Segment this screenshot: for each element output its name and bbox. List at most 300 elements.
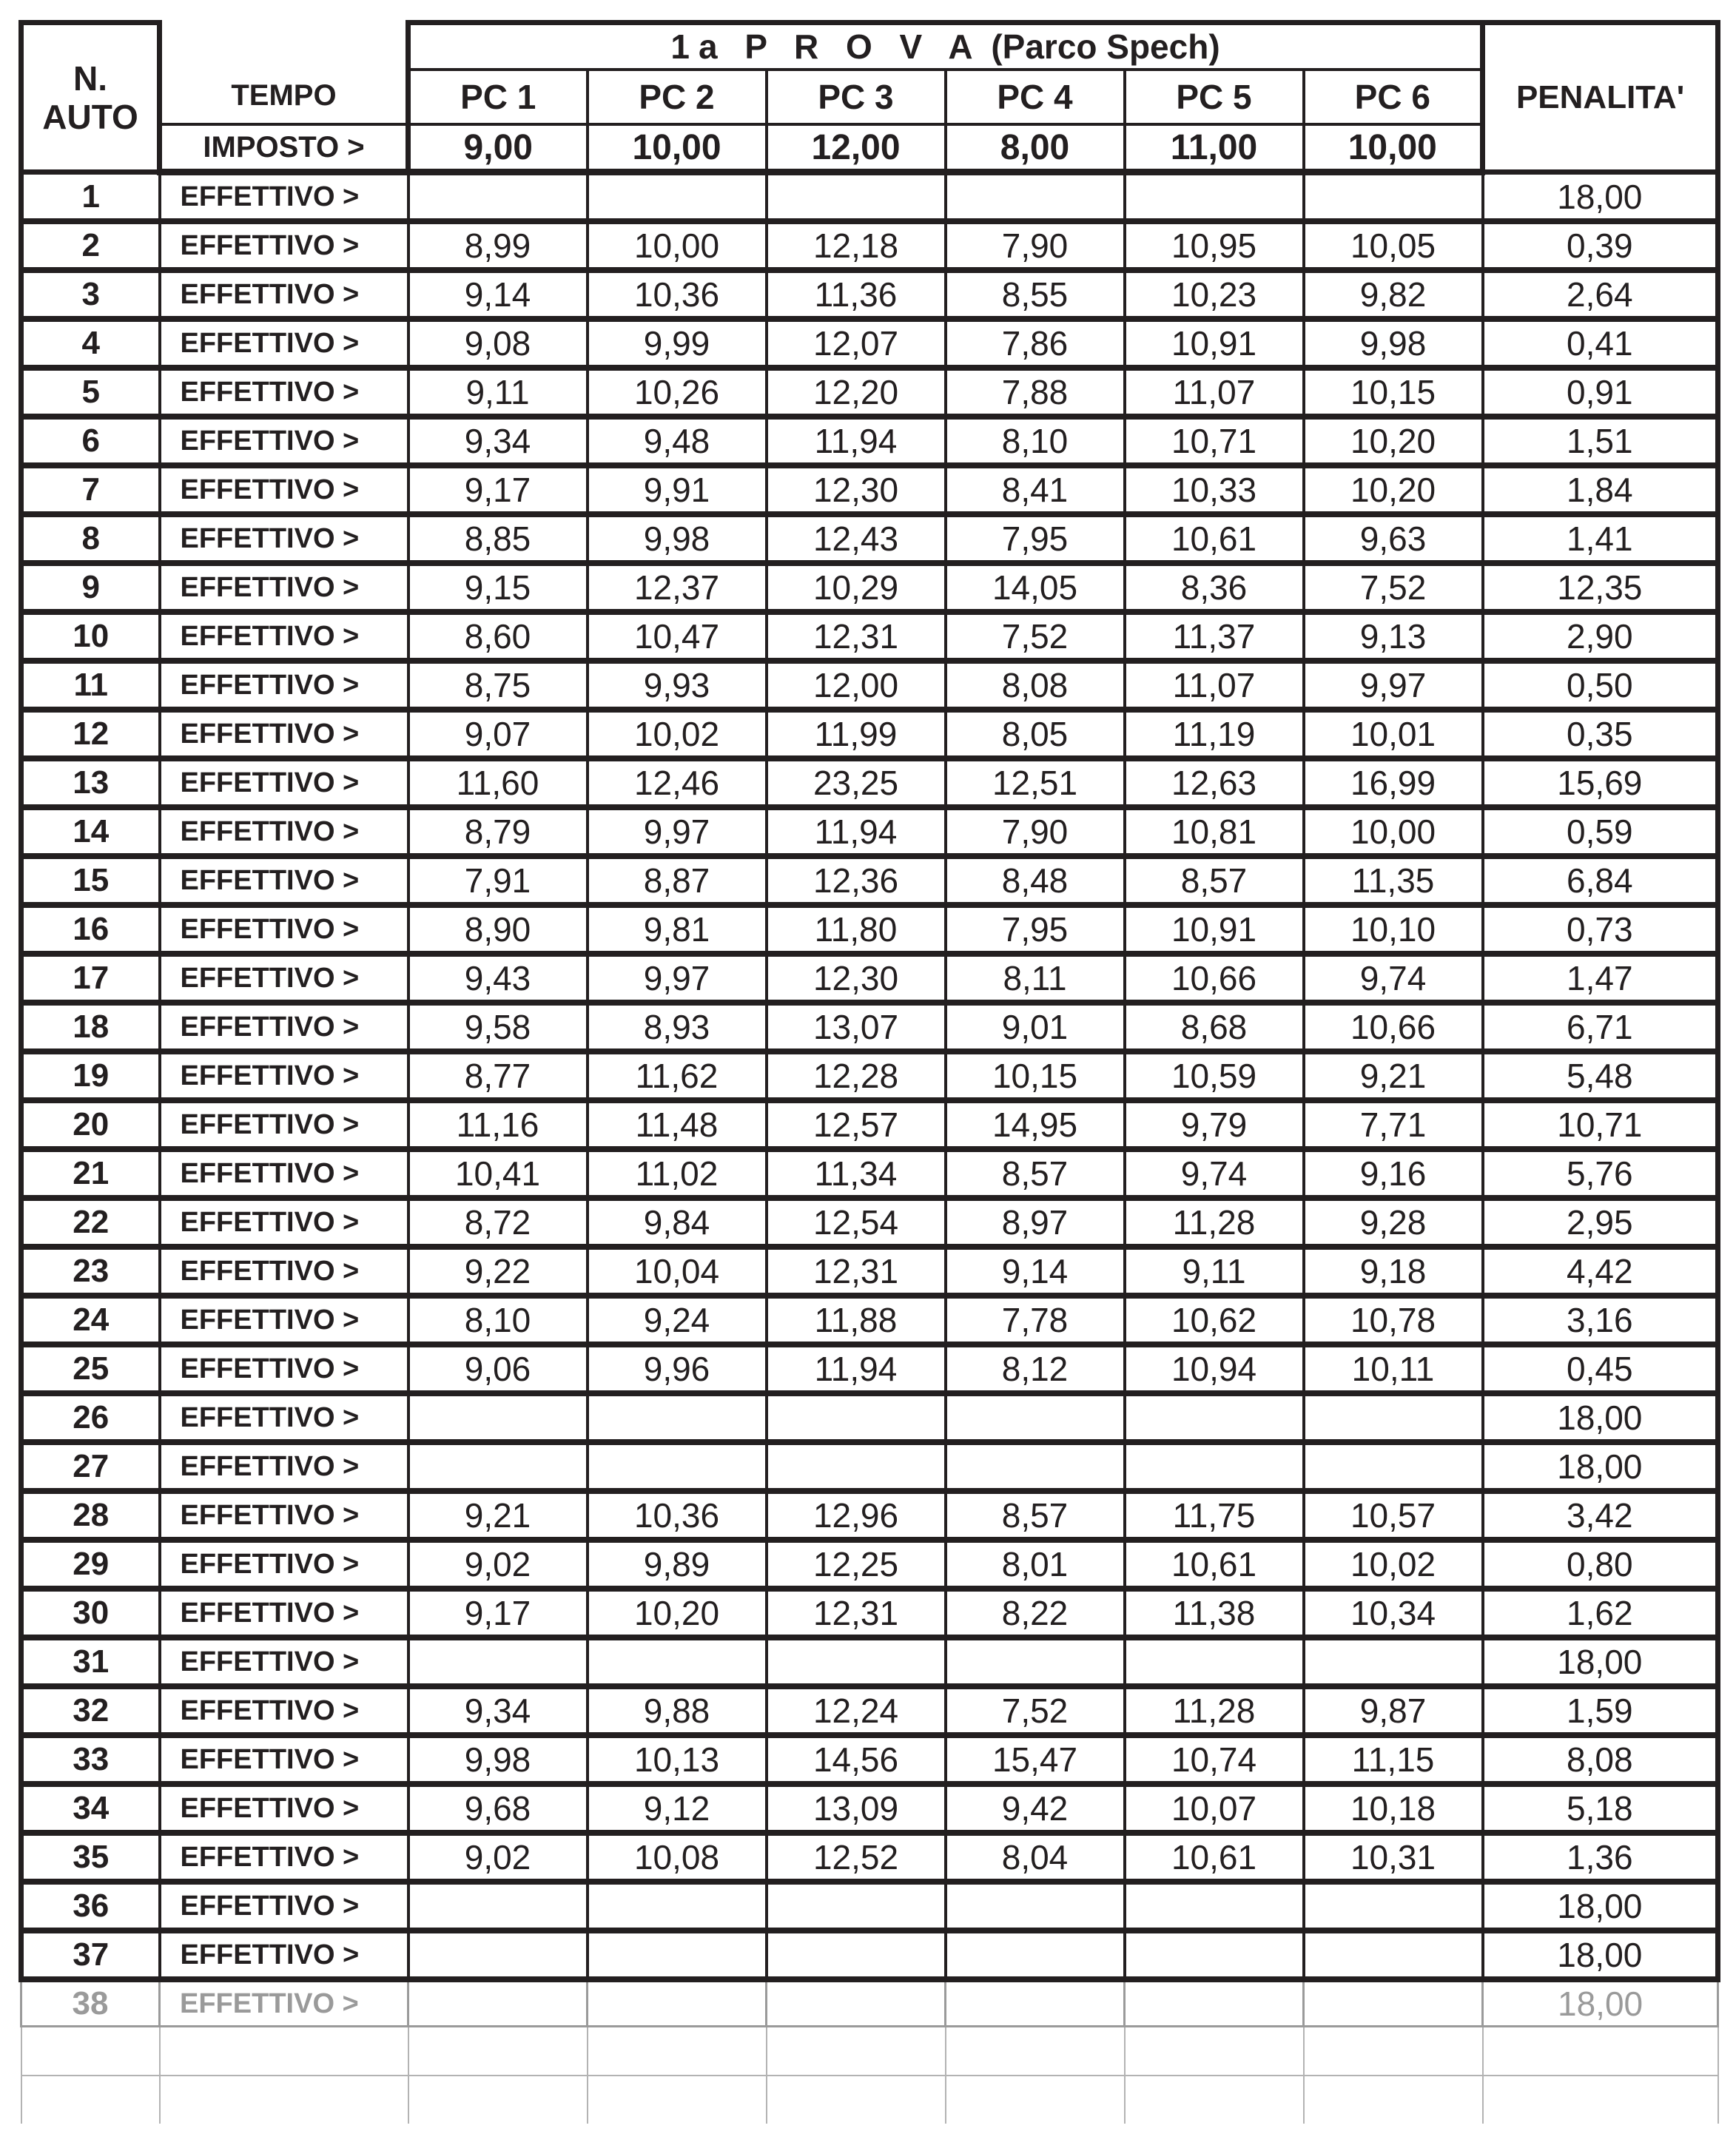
car-number: 34 (21, 1784, 160, 1833)
effettivo-label: EFFETTIVO > (160, 1637, 408, 1686)
table-row (21, 758, 1718, 807)
pc2-time-cell (588, 1979, 767, 2027)
pc6-time-cell (1304, 1637, 1483, 1686)
pc5-time-cell: 11,28 (1125, 1686, 1304, 1735)
table-row (21, 172, 1718, 222)
penalita-cell: 2,95 (1483, 1198, 1718, 1247)
penalita-cell: 5,18 (1483, 1784, 1718, 1833)
pc5-time-cell: 10,71 (1125, 417, 1304, 465)
pc3-time-cell: 12,43 (767, 514, 946, 563)
table-row (21, 1784, 1718, 1833)
pc1-time-cell: 9,17 (408, 465, 588, 514)
car-number: 20 (21, 1100, 160, 1149)
pc3-time-cell (767, 1930, 946, 1979)
imposto-value-pc3: 12,00 (767, 124, 946, 172)
penalita-cell: 0,41 (1483, 319, 1718, 368)
pc1-time-cell: 9,14 (408, 270, 588, 319)
pc5-time-cell (1125, 1442, 1304, 1491)
empty-cell (21, 2027, 160, 2076)
pc4-time-cell: 12,51 (946, 758, 1125, 807)
pc-header-2: PC 2 (588, 70, 767, 124)
pc-header-3: PC 3 (767, 70, 946, 124)
pc4-time-cell: 8,12 (946, 1344, 1125, 1393)
pc1-time-cell (408, 1930, 588, 1979)
pc6-time-cell: 9,28 (1304, 1198, 1483, 1247)
car-number: 1 (21, 172, 160, 222)
pc1-time-cell: 9,43 (408, 954, 588, 1003)
penalita-cell: 1,36 (1483, 1833, 1718, 1882)
pc4-time-cell: 7,52 (946, 1686, 1125, 1735)
pc4-time-cell: 8,04 (946, 1833, 1125, 1882)
empty-row (21, 2027, 1718, 2076)
empty-cell (1483, 2076, 1718, 2124)
pc3-time-cell: 12,00 (767, 661, 946, 710)
car-number: 36 (21, 1882, 160, 1930)
pc3-time-cell (767, 1442, 946, 1491)
pc5-time-cell: 11,28 (1125, 1198, 1304, 1247)
empty-cell (767, 2076, 946, 2124)
pc5-time-cell: 11,19 (1125, 710, 1304, 758)
table-row (21, 710, 1718, 758)
header-row-imposto (21, 124, 1718, 172)
pc5-time-cell (1125, 1637, 1304, 1686)
pc2-time-cell: 9,89 (588, 1540, 767, 1589)
pc2-time-cell: 11,02 (588, 1149, 767, 1198)
pc2-time-cell: 12,46 (588, 758, 767, 807)
penalita-cell: 12,35 (1483, 563, 1718, 612)
pc6-time-cell: 9,74 (1304, 954, 1483, 1003)
pc-header-6: PC 6 (1304, 70, 1483, 124)
pc5-time-cell: 10,81 (1125, 807, 1304, 856)
imposto-value-pc6: 10,00 (1304, 124, 1483, 172)
effettivo-label: EFFETTIVO > (160, 1149, 408, 1198)
table-row (21, 1344, 1718, 1393)
penalita-cell: 0,45 (1483, 1344, 1718, 1393)
penalita-cell: 1,84 (1483, 465, 1718, 514)
effettivo-label: EFFETTIVO > (160, 1833, 408, 1882)
pc6-time-cell: 10,78 (1304, 1296, 1483, 1344)
table-row (21, 1003, 1718, 1051)
penalita-cell: 6,71 (1483, 1003, 1718, 1051)
pc1-time-cell: 8,75 (408, 661, 588, 710)
pc1-time-cell: 9,08 (408, 319, 588, 368)
table-row (21, 807, 1718, 856)
pc4-time-cell: 8,57 (946, 1149, 1125, 1198)
pc5-time-cell: 9,74 (1125, 1149, 1304, 1198)
pc3-time-cell: 13,07 (767, 1003, 946, 1051)
effettivo-label: EFFETTIVO > (160, 1589, 408, 1637)
pc6-time-cell: 16,99 (1304, 758, 1483, 807)
car-number: 4 (21, 319, 160, 368)
table-row (21, 417, 1718, 465)
results-table (18, 20, 1720, 2124)
pc3-time-cell: 11,94 (767, 1344, 946, 1393)
table-row (21, 1149, 1718, 1198)
pc5-time-cell (1125, 1930, 1304, 1979)
pc6-time-cell: 10,11 (1304, 1344, 1483, 1393)
table-row (21, 368, 1718, 417)
car-number: 14 (21, 807, 160, 856)
pc6-time-cell: 10,02 (1304, 1540, 1483, 1589)
effettivo-label: EFFETTIVO > (160, 954, 408, 1003)
pc5-time-cell: 10,23 (1125, 270, 1304, 319)
pc3-time-cell: 12,31 (767, 1247, 946, 1296)
pc2-time-cell: 10,20 (588, 1589, 767, 1637)
penalita-cell: 18,00 (1483, 1442, 1718, 1491)
pc5-time-cell: 10,91 (1125, 905, 1304, 954)
pc2-time-cell: 9,81 (588, 905, 767, 954)
pc6-time-cell: 9,98 (1304, 319, 1483, 368)
pc3-time-cell (767, 1882, 946, 1930)
pc5-time-cell: 8,68 (1125, 1003, 1304, 1051)
pc2-time-cell: 9,88 (588, 1686, 767, 1735)
pc2-time-cell: 10,36 (588, 270, 767, 319)
table-row (21, 1882, 1718, 1930)
car-number: 31 (21, 1637, 160, 1686)
pc3-time-cell: 13,09 (767, 1784, 946, 1833)
pc6-time-cell: 9,82 (1304, 270, 1483, 319)
pc2-time-cell: 11,62 (588, 1051, 767, 1100)
pc2-time-cell (588, 1442, 767, 1491)
pc3-time-cell: 11,88 (767, 1296, 946, 1344)
pc1-time-cell (408, 1637, 588, 1686)
effettivo-label: EFFETTIVO > (160, 514, 408, 563)
pc1-time-cell: 11,16 (408, 1100, 588, 1149)
pc4-time-cell (946, 1979, 1125, 2027)
pc4-time-cell: 8,05 (946, 710, 1125, 758)
empty-cell (160, 2027, 408, 2076)
pc6-time-cell: 9,87 (1304, 1686, 1483, 1735)
pc4-time-cell (946, 1882, 1125, 1930)
pc6-time-cell: 10,34 (1304, 1589, 1483, 1637)
pc1-time-cell: 9,98 (408, 1735, 588, 1784)
pc6-time-cell (1304, 1979, 1483, 2027)
penalita-cell: 1,51 (1483, 417, 1718, 465)
pc6-time-cell (1304, 1882, 1483, 1930)
pc1-time-cell: 9,17 (408, 1589, 588, 1637)
effettivo-label: EFFETTIVO > (160, 612, 408, 661)
empty-cell (1125, 2027, 1304, 2076)
pc2-time-cell (588, 172, 767, 222)
tempo-label: TEMPO (231, 79, 337, 112)
pc6-time-cell: 7,52 (1304, 563, 1483, 612)
car-number: 6 (21, 417, 160, 465)
pc2-time-cell: 10,02 (588, 710, 767, 758)
prova-header (408, 23, 1483, 70)
table-row (21, 1979, 1718, 2027)
pc6-time-cell: 10,57 (1304, 1491, 1483, 1540)
pc6-time-cell: 7,71 (1304, 1100, 1483, 1149)
pc2-time-cell: 9,97 (588, 807, 767, 856)
effettivo-label: EFFETTIVO > (160, 758, 408, 807)
pc1-time-cell: 9,21 (408, 1491, 588, 1540)
pc3-time-cell: 12,30 (767, 465, 946, 514)
effettivo-label: EFFETTIVO > (160, 1784, 408, 1833)
pc2-time-cell: 10,13 (588, 1735, 767, 1784)
pc4-time-cell: 7,86 (946, 319, 1125, 368)
pc6-time-cell: 10,01 (1304, 710, 1483, 758)
empty-cell (588, 2076, 767, 2124)
pc3-time-cell: 12,31 (767, 612, 946, 661)
effettivo-label: EFFETTIVO > (160, 1686, 408, 1735)
pc1-time-cell: 9,02 (408, 1833, 588, 1882)
pc5-time-cell (1125, 1882, 1304, 1930)
pc1-time-cell: 8,72 (408, 1198, 588, 1247)
pc6-time-cell (1304, 1393, 1483, 1442)
pc5-time-cell: 10,61 (1125, 1540, 1304, 1589)
table-row (21, 905, 1718, 954)
pc4-time-cell (946, 1637, 1125, 1686)
pc3-time-cell: 12,07 (767, 319, 946, 368)
effettivo-label: EFFETTIVO > (160, 905, 408, 954)
pc4-time-cell (946, 1393, 1125, 1442)
pc4-time-cell (946, 1930, 1125, 1979)
pc3-time-cell: 12,57 (767, 1100, 946, 1149)
car-number: 25 (21, 1344, 160, 1393)
pc3-time-cell: 12,36 (767, 856, 946, 905)
pc-header-4: PC 4 (946, 70, 1125, 124)
pc4-time-cell: 8,22 (946, 1589, 1125, 1637)
pc6-time-cell: 10,20 (1304, 465, 1483, 514)
table-header (21, 23, 1718, 172)
penalita-cell: 0,59 (1483, 807, 1718, 856)
table-row (21, 1735, 1718, 1784)
pc4-time-cell: 9,42 (946, 1784, 1125, 1833)
penalita-cell: 3,42 (1483, 1491, 1718, 1540)
pc2-time-cell (588, 1393, 767, 1442)
pc5-time-cell: 10,94 (1125, 1344, 1304, 1393)
empty-cell (408, 2027, 588, 2076)
pc3-time-cell: 12,18 (767, 221, 946, 270)
penalita-cell: 10,71 (1483, 1100, 1718, 1149)
car-number: 21 (21, 1149, 160, 1198)
car-number: 30 (21, 1589, 160, 1637)
pc6-time-cell: 10,10 (1304, 905, 1483, 954)
pc6-time-cell: 10,00 (1304, 807, 1483, 856)
pc2-time-cell (588, 1637, 767, 1686)
pc5-time-cell: 9,79 (1125, 1100, 1304, 1149)
penalita-cell: 15,69 (1483, 758, 1718, 807)
effettivo-label: EFFETTIVO > (160, 661, 408, 710)
pc3-time-cell (767, 172, 946, 222)
table-row (21, 1833, 1718, 1882)
pc5-time-cell: 10,91 (1125, 319, 1304, 368)
pc2-time-cell (588, 1882, 767, 1930)
effettivo-label: EFFETTIVO > (160, 319, 408, 368)
effettivo-label: EFFETTIVO > (160, 172, 408, 222)
car-number: 12 (21, 710, 160, 758)
table-row (21, 221, 1718, 270)
pc4-time-cell: 7,88 (946, 368, 1125, 417)
penalita-cell: 18,00 (1483, 1882, 1718, 1930)
pc3-time-cell: 14,56 (767, 1735, 946, 1784)
pc3-time-cell: 12,20 (767, 368, 946, 417)
penalita-cell: 3,16 (1483, 1296, 1718, 1344)
pc4-time-cell: 7,95 (946, 905, 1125, 954)
pc5-time-cell: 10,66 (1125, 954, 1304, 1003)
penalita-cell: 0,80 (1483, 1540, 1718, 1589)
car-number: 2 (21, 221, 160, 270)
pc5-time-cell: 12,63 (1125, 758, 1304, 807)
imposto-value-pc2: 10,00 (588, 124, 767, 172)
table-row (21, 1930, 1718, 1979)
pc6-time-cell: 10,66 (1304, 1003, 1483, 1051)
car-number: 17 (21, 954, 160, 1003)
empty-cell (946, 2027, 1125, 2076)
pc6-time-cell: 10,31 (1304, 1833, 1483, 1882)
car-number: 35 (21, 1833, 160, 1882)
penalita-cell: 5,76 (1483, 1149, 1718, 1198)
table-row (21, 1100, 1718, 1149)
pc5-time-cell (1125, 1393, 1304, 1442)
pc1-time-cell (408, 1979, 588, 2027)
pc4-time-cell: 8,97 (946, 1198, 1125, 1247)
imposto-value-pc5: 11,00 (1125, 124, 1304, 172)
pc6-time-cell: 9,21 (1304, 1051, 1483, 1100)
pc4-time-cell: 7,95 (946, 514, 1125, 563)
pc1-time-cell: 9,02 (408, 1540, 588, 1589)
pc1-time-cell: 9,06 (408, 1344, 588, 1393)
penalita-cell: 1,47 (1483, 954, 1718, 1003)
pc3-time-cell: 12,54 (767, 1198, 946, 1247)
car-number: 22 (21, 1198, 160, 1247)
pc1-time-cell: 8,99 (408, 221, 588, 270)
pc5-time-cell: 10,61 (1125, 1833, 1304, 1882)
pc5-time-cell: 10,62 (1125, 1296, 1304, 1344)
pc3-time-cell: 11,94 (767, 807, 946, 856)
car-number: 37 (21, 1930, 160, 1979)
pc6-time-cell: 10,18 (1304, 1784, 1483, 1833)
pc2-time-cell: 8,93 (588, 1003, 767, 1051)
imposto-value-pc1: 9,00 (408, 124, 588, 172)
pc5-time-cell: 10,74 (1125, 1735, 1304, 1784)
pc4-time-cell: 9,14 (946, 1247, 1125, 1296)
pc4-time-cell: 7,52 (946, 612, 1125, 661)
penalita-cell: 4,42 (1483, 1247, 1718, 1296)
pc2-time-cell: 8,87 (588, 856, 767, 905)
penalita-cell: 2,90 (1483, 612, 1718, 661)
empty-cell (1304, 2076, 1483, 2124)
pc3-time-cell: 12,96 (767, 1491, 946, 1540)
pc4-time-cell: 9,01 (946, 1003, 1125, 1051)
table-row (21, 1198, 1718, 1247)
n-auto-line2: AUTO (42, 97, 138, 136)
penalita-cell: 18,00 (1483, 1930, 1718, 1979)
pc1-time-cell: 9,58 (408, 1003, 588, 1051)
pc4-time-cell: 8,41 (946, 465, 1125, 514)
pc2-time-cell: 9,91 (588, 465, 767, 514)
pc1-time-cell: 11,60 (408, 758, 588, 807)
pc3-time-cell (767, 1979, 946, 2027)
pc2-time-cell (588, 1930, 767, 1979)
pc6-time-cell: 10,20 (1304, 417, 1483, 465)
car-number: 19 (21, 1051, 160, 1100)
pc1-time-cell: 8,90 (408, 905, 588, 954)
pc1-time-cell: 7,91 (408, 856, 588, 905)
pc1-time-cell: 8,10 (408, 1296, 588, 1344)
prova-title: 1a P R O V A (670, 27, 982, 66)
empty-cell (160, 2076, 408, 2124)
pc2-time-cell: 9,84 (588, 1198, 767, 1247)
pc5-time-cell: 10,95 (1125, 221, 1304, 270)
effettivo-label: EFFETTIVO > (160, 1296, 408, 1344)
pc6-time-cell: 11,15 (1304, 1735, 1483, 1784)
pc6-time-cell: 9,97 (1304, 661, 1483, 710)
effettivo-label: EFFETTIVO > (160, 1930, 408, 1979)
pc1-time-cell: 9,07 (408, 710, 588, 758)
pc2-time-cell: 11,48 (588, 1100, 767, 1149)
pc2-time-cell: 10,00 (588, 221, 767, 270)
table-row (21, 563, 1718, 612)
pc4-time-cell: 8,57 (946, 1491, 1125, 1540)
empty-cell (1483, 2027, 1718, 2076)
penalita-cell: 6,84 (1483, 856, 1718, 905)
table-row (21, 1637, 1718, 1686)
car-number: 23 (21, 1247, 160, 1296)
car-number: 38 (21, 1979, 160, 2027)
pc2-time-cell: 9,96 (588, 1344, 767, 1393)
car-number: 7 (21, 465, 160, 514)
empty-cell (946, 2076, 1125, 2124)
car-number: 32 (21, 1686, 160, 1735)
effettivo-label: EFFETTIVO > (160, 1051, 408, 1100)
empty-cell (1304, 2027, 1483, 2076)
effettivo-label: EFFETTIVO > (160, 807, 408, 856)
effettivo-label: EFFETTIVO > (160, 221, 408, 270)
effettivo-label: EFFETTIVO > (160, 1735, 408, 1784)
pc5-time-cell: 11,07 (1125, 368, 1304, 417)
empty-row (21, 2076, 1718, 2124)
pc1-time-cell: 8,79 (408, 807, 588, 856)
pc2-time-cell: 9,12 (588, 1784, 767, 1833)
table-row (21, 856, 1718, 905)
pc1-time-cell: 9,34 (408, 417, 588, 465)
pc3-time-cell: 11,99 (767, 710, 946, 758)
pc1-time-cell: 8,77 (408, 1051, 588, 1100)
penalita-cell: 5,48 (1483, 1051, 1718, 1100)
effettivo-label: EFFETTIVO > (160, 368, 408, 417)
pc1-time-cell: 9,68 (408, 1784, 588, 1833)
pc5-time-cell: 11,75 (1125, 1491, 1304, 1540)
pc3-time-cell: 11,36 (767, 270, 946, 319)
car-number: 27 (21, 1442, 160, 1491)
pc3-time-cell: 11,34 (767, 1149, 946, 1198)
empty-cell (408, 2076, 588, 2124)
pc2-time-cell: 9,98 (588, 514, 767, 563)
effettivo-label: EFFETTIVO > (160, 1540, 408, 1589)
pc6-time-cell: 10,05 (1304, 221, 1483, 270)
car-number: 15 (21, 856, 160, 905)
pc3-time-cell: 12,24 (767, 1686, 946, 1735)
effettivo-label: EFFETTIVO > (160, 563, 408, 612)
pc4-time-cell: 15,47 (946, 1735, 1125, 1784)
pc1-time-cell: 8,60 (408, 612, 588, 661)
effettivo-label: EFFETTIVO > (160, 1100, 408, 1149)
imposto-value-pc4: 8,00 (946, 124, 1125, 172)
pc3-time-cell: 12,52 (767, 1833, 946, 1882)
pc1-time-cell (408, 172, 588, 222)
table-row (21, 1491, 1718, 1540)
pc6-time-cell: 9,16 (1304, 1149, 1483, 1198)
effettivo-label: EFFETTIVO > (160, 1003, 408, 1051)
pc3-time-cell (767, 1637, 946, 1686)
table-row (21, 465, 1718, 514)
empty-cell (767, 2027, 946, 2076)
n-auto-header (21, 23, 160, 172)
pc5-time-cell: 10,59 (1125, 1051, 1304, 1100)
pc4-time-cell: 7,90 (946, 807, 1125, 856)
pc5-time-cell: 11,37 (1125, 612, 1304, 661)
